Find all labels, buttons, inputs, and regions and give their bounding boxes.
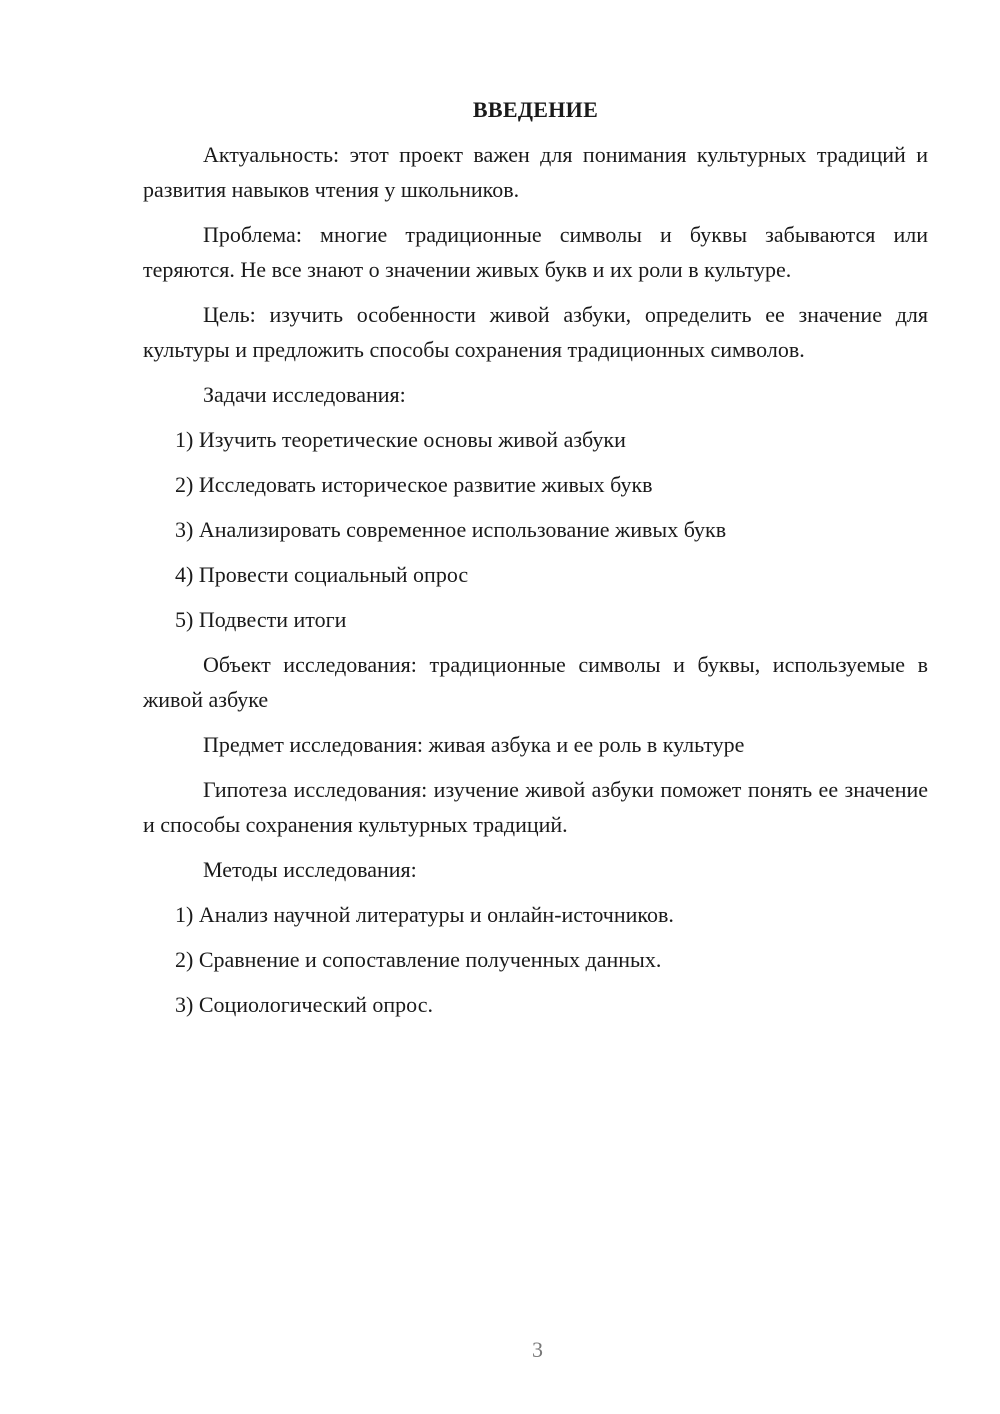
- list-item: 2) Исследовать историческое развитие живых букв: [175, 472, 653, 497]
- list-item: 2) Сравнение и сопоставление полученных данных.: [175, 947, 662, 972]
- methods-heading: Методы исследования:: [203, 857, 417, 882]
- hypothesis-paragraph: Гипотеза исследования: изучение живой азбуки поможет понять ее значение и способы сохранения культурных традиций.: [143, 777, 928, 837]
- list-item: 5) Подвести итоги: [175, 607, 347, 632]
- list-item: 4) Провести социальный опрос: [175, 562, 469, 587]
- section-title: ВВЕДЕНИЕ: [472, 97, 599, 122]
- list-item: 1) Анализ научной литературы и онлайн-источников.: [175, 902, 674, 927]
- tasks-list: [143, 422, 928, 637]
- page-content: [143, 92, 928, 1032]
- relevance-paragraph: Актуальность: этот проект важен для понимания культурных традиций и развития навыков чтения у школьников.: [143, 142, 928, 202]
- list-item: 3) Социологический опрос.: [175, 992, 433, 1017]
- goal-paragraph: Цель: изучить особенности живой азбуки, определить ее значение для культуры и предложить способы сохранения традиционных символов.: [143, 302, 928, 362]
- subject-paragraph: Предмет исследования: живая азбука и ее роль в культуре: [203, 732, 745, 757]
- object-paragraph: Объект исследования: традиционные символы и буквы, используемые в живой азбуке: [143, 652, 928, 712]
- tasks-heading: Задачи исследования:: [203, 382, 406, 407]
- problem-paragraph: Проблема: многие традиционные символы и буквы забываются или теряются. Не все знают о значении живых букв и их роли в культуре.: [143, 222, 928, 282]
- page-number: 3: [532, 1337, 543, 1362]
- list-item: 1) Изучить теоретические основы живой азбуки: [175, 427, 626, 452]
- list-item: 3) Анализировать современное использование живых букв: [175, 517, 727, 542]
- methods-list: [143, 897, 928, 1022]
